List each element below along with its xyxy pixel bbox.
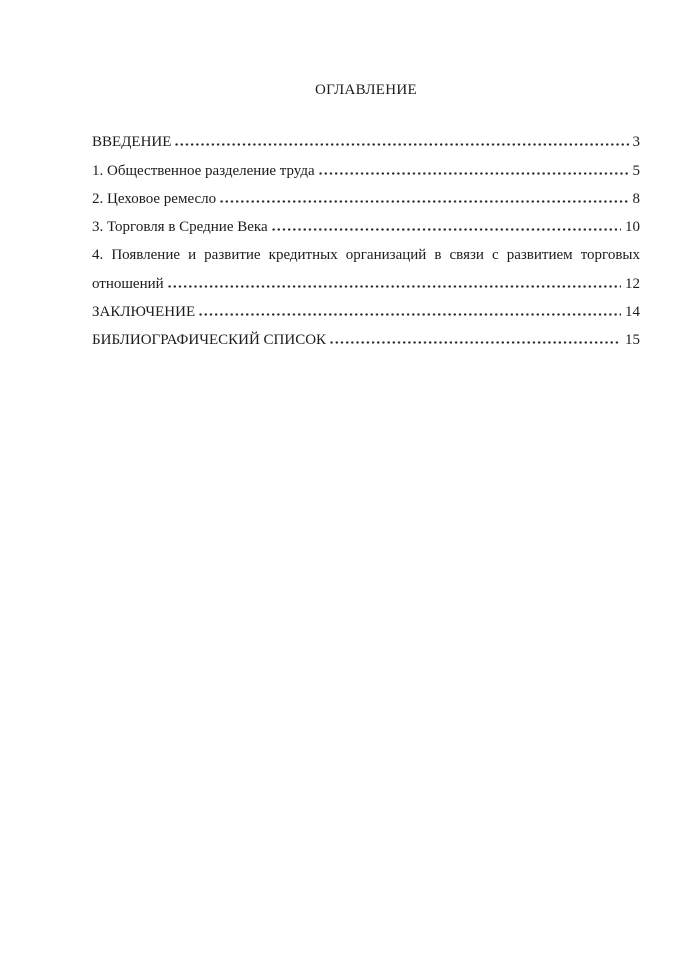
toc-entry[interactable] — [92, 157, 640, 185]
toc-entry-page: 3 — [632, 134, 640, 151]
toc-entry[interactable] — [92, 128, 640, 156]
toc-entry-label: ЗАКЛЮЧЕНИЕ — [92, 304, 196, 321]
toc-leader-dots — [219, 200, 628, 203]
toc-leader-dots — [198, 313, 621, 316]
toc-entry[interactable] — [92, 213, 640, 241]
toc-leader-dots — [318, 172, 629, 175]
toc-leader-dots — [329, 341, 621, 344]
toc-entry-label: 1. Общественное разделение труда — [92, 162, 315, 179]
toc-entry-label: 2. Цеховое ремесло — [92, 190, 217, 207]
toc-leader-dots — [167, 285, 621, 288]
toc-entry-page: 14 — [625, 304, 640, 321]
toc-entry[interactable] — [92, 270, 640, 298]
toc-entry-label: БИБЛИОГРАФИЧЕСКИЙ СПИСОК — [92, 332, 327, 349]
toc-leader-dots — [174, 143, 628, 146]
toc-entry[interactable] — [92, 185, 640, 213]
toc-entry-page: 8 — [632, 190, 640, 207]
toc-list — [92, 128, 640, 354]
toc-entry-page: 15 — [625, 332, 640, 349]
toc-entry[interactable] — [92, 298, 640, 326]
toc-entry[interactable] — [92, 326, 640, 354]
toc-entry-page: 10 — [625, 219, 640, 236]
toc-leader-dots — [271, 228, 621, 231]
toc-entry-label: ВВЕДЕНИЕ — [92, 134, 172, 151]
toc-entry-page: 12 — [625, 275, 640, 292]
toc-entry-page: 5 — [632, 162, 640, 179]
toc-entry-label: отношений — [92, 275, 164, 292]
toc-entry-wrapped-line[interactable]: 4. Появление и развитие кредитных организаций в связи с развитием торговых — [92, 247, 640, 264]
toc-entry-label: 3. Торговля в Средние Века — [92, 219, 268, 236]
page-title: ОГЛАВЛЕНИЕ — [315, 82, 417, 98]
